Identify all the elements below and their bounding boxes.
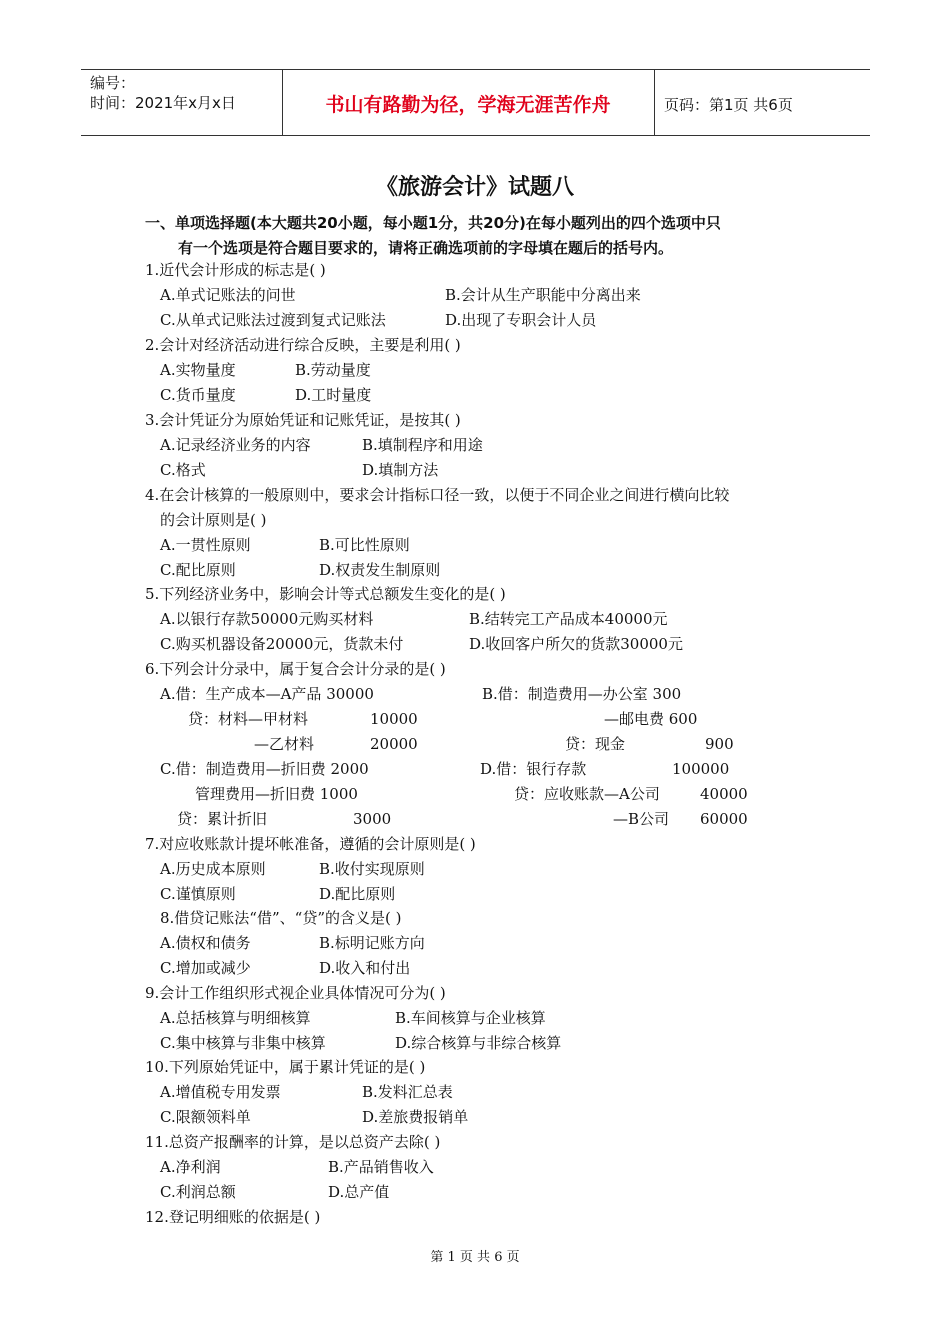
question-3-option-a: A.记录经济业务的内容: [160, 436, 311, 454]
question-10-option-d: D.差旅费报销单: [362, 1108, 469, 1126]
question-6-option-a-credit1-amount: 10000: [370, 710, 418, 728]
question-10-option-b: B.发料汇总表: [362, 1083, 453, 1101]
question-5-option-a: A.以银行存款50000元购买材料: [160, 610, 374, 628]
question-3-option-d: D.填制方法: [362, 461, 439, 479]
question-3-option-b: B.填制程序和用途: [362, 436, 483, 454]
question-6-option-d-credit2-amount: 60000: [700, 810, 748, 828]
header-bottom-rule: [81, 135, 870, 136]
question-3-stem: 3.会计凭证分为原始凭证和记账凭证，是按其( ): [145, 411, 461, 429]
question-7-stem: 7.对应收账款计提坏帐准备，遵循的会计原则是( ): [145, 835, 476, 853]
question-9-option-d: D.综合核算与非综合核算: [395, 1034, 562, 1052]
question-11-stem: 11.总资产报酬率的计算，是以总资产去除( ): [145, 1133, 441, 1151]
question-3-option-c: C.格式: [160, 461, 206, 479]
question-8-stem: 8.借贷记账法“借”、“贷”的含义是( ): [160, 909, 402, 927]
section-instruction-line1: 一、单项选择题(本大题共20小题，每小题1分，共20分)在每小题列出的四个选项中只: [145, 214, 721, 232]
question-10-option-c: C.限额领料单: [160, 1108, 251, 1126]
question-11-option-c: C.利润总额: [160, 1183, 236, 1201]
question-6-stem: 6.下列会计分录中，属于复合会计分录的是( ): [145, 660, 446, 678]
question-1-option-d: D.出现了专职会计人员: [445, 311, 597, 329]
question-6-option-c-debit2: 管理费用—折旧费 1000: [195, 785, 358, 803]
question-7-option-c: C.谨慎原则: [160, 885, 236, 903]
serial-label: 编号：: [90, 74, 136, 92]
question-11-option-b: B.产品销售收入: [328, 1158, 434, 1176]
question-2-option-b: B.劳动量度: [295, 361, 371, 379]
section-instruction-line2: 有一个选项是符合题目要求的，请将正确选项前的字母填在题后的括号内。: [178, 239, 674, 257]
question-5-option-b: B.结转完工产品成本40000元: [469, 610, 668, 628]
date-label: 时间：2021年x月x日: [90, 94, 236, 112]
question-6-option-d-credit1-amount: 40000: [700, 785, 748, 803]
question-5-option-d: D.收回客户所欠的货款30000元: [469, 635, 683, 653]
question-9-option-b: B.车间核算与企业核算: [395, 1009, 546, 1027]
page-footer: 第 1 页 共 6 页: [430, 1250, 520, 1265]
question-7-option-a: A.历史成本原则: [160, 860, 266, 878]
question-4-option-b: B.可比性原则: [319, 536, 410, 554]
question-11-option-a: A.净利润: [160, 1158, 221, 1176]
question-7-option-b: B.收付实现原则: [319, 860, 425, 878]
question-8-option-c: C.增加或减少: [160, 959, 251, 977]
question-6-option-d-debit-amount: 100000: [672, 760, 730, 778]
question-9-stem: 9.会计工作组织形式视企业具体情况可分为( ): [145, 984, 446, 1002]
question-8-option-b: B.标明记账方向: [319, 934, 425, 952]
page-label: 页码：第1页 共6页: [664, 96, 793, 114]
question-6-option-c-credit: 贷：累计折旧: [177, 810, 268, 828]
question-9-option-a: A.总括核算与明细核算: [160, 1009, 311, 1027]
header-top-rule: [81, 69, 870, 70]
question-4-option-d: D.权责发生制原则: [319, 561, 441, 579]
question-1-stem: 1.近代会计形成的标志是( ): [145, 261, 326, 279]
question-6-option-d-credit1: 贷：应收账款—A公司: [514, 785, 660, 803]
question-5-option-c: C.购买机器设备20000元，货款未付: [160, 635, 404, 653]
question-6-option-d-credit2: —B公司: [613, 810, 670, 828]
question-4-option-a: A.一贯性原则: [160, 536, 251, 554]
question-6-option-d-debit: D.借：银行存款: [480, 760, 587, 778]
motto: 书山有路勤为径，学海无涯苦作舟: [325, 94, 611, 116]
question-7-option-d: D.配比原则: [319, 885, 396, 903]
question-10-stem: 10.下列原始凭证中，属于累计凭证的是( ): [145, 1058, 426, 1076]
question-6-option-c-credit-amount: 3000: [353, 810, 392, 828]
question-2-option-d: D.工时量度: [295, 386, 372, 404]
question-6-option-b-credit-amount: 900: [705, 735, 734, 753]
question-12-stem: 12.登记明细账的依据是( ): [145, 1208, 321, 1226]
question-8-option-a: A.债权和债务: [160, 934, 251, 952]
question-6-option-a-credit2-amount: 20000: [370, 735, 418, 753]
question-1-option-c: C.从单式记账法过渡到复式记账法: [160, 311, 386, 329]
question-6-option-a-debit: A.借：生产成本—A产品 30000: [160, 685, 374, 703]
question-9-option-c: C.集中核算与非集中核算: [160, 1034, 326, 1052]
document-title: 《旅游会计》试题八: [375, 175, 574, 200]
question-11-option-d: D.总产值: [328, 1183, 390, 1201]
question-2-option-a: A.实物量度: [160, 361, 236, 379]
question-6-option-a-credit2: —乙材料: [254, 735, 315, 753]
question-2-option-c: C.货币量度: [160, 386, 236, 404]
question-1-option-a: A.单式记账法的问世: [160, 286, 296, 304]
question-4-stem: 4.在会计核算的一般原则中，要求会计指标口径一致，以便于不同企业之间进行横向比较: [145, 486, 730, 504]
header-divider-right: [654, 69, 655, 135]
question-6-option-a-credit1: 贷：材料—甲材料: [188, 710, 309, 728]
question-6-option-c-debit: C.借：制造费用—折旧费 2000: [160, 760, 369, 778]
question-4-option-c: C.配比原则: [160, 561, 236, 579]
question-8-option-d: D.收入和付出: [319, 959, 411, 977]
question-4-stem-continued: 的会计原则是( ): [160, 511, 267, 529]
question-6-option-b-credit: 贷：现金: [565, 735, 626, 753]
question-6-option-b-debit2: —邮电费 600: [604, 710, 698, 728]
question-5-stem: 5.下列经济业务中，影响会计等式总额发生变化的是( ): [145, 585, 506, 603]
question-10-option-a: A.增值税专用发票: [160, 1083, 281, 1101]
question-6-option-b-debit: B.借：制造费用—办公室 300: [482, 685, 682, 703]
question-2-stem: 2.会计对经济活动进行综合反映，主要是利用( ): [145, 336, 461, 354]
question-1-option-b: B.会计从生产职能中分离出来: [445, 286, 641, 304]
